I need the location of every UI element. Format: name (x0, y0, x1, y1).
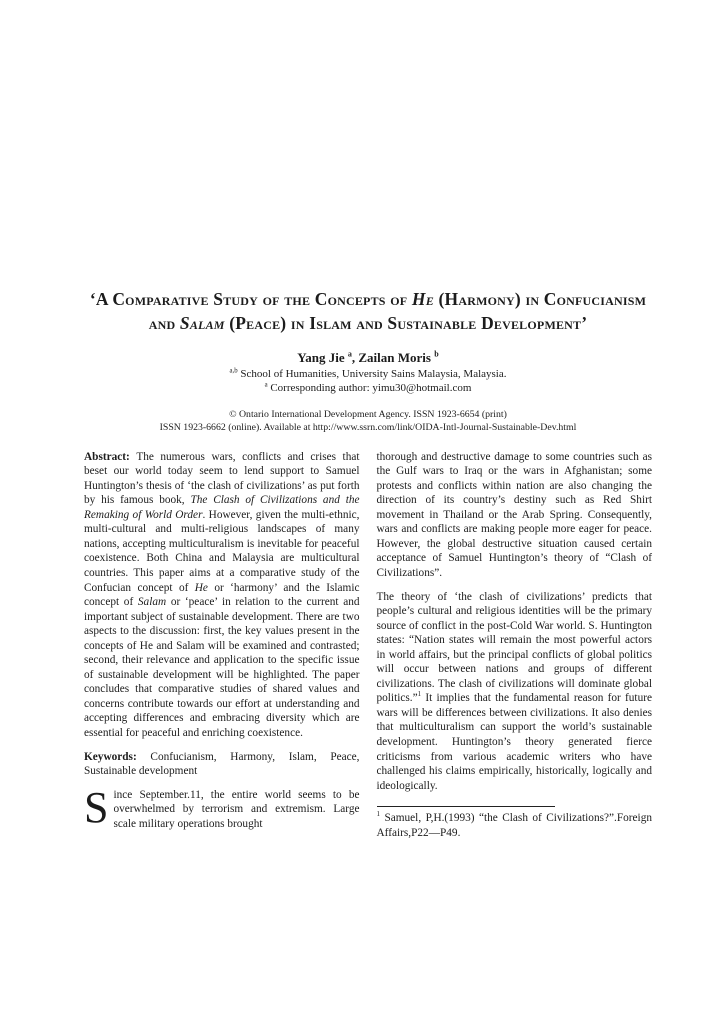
affiliation-line: $^{a,b}$ School of Humanities, University Sains Malaysia, Malaysia. (229, 367, 507, 380)
publisher-copyright-line: © Ontario International Development Agency. ISSN 1923-6654 (print) (229, 409, 507, 420)
footnote-separator (377, 806, 555, 807)
body-paragraph-1: thorough and destructive damage to some countries such as the Gulf wars to Iraq or the wars in Afghanistan; some protests and conflicts within nation are also changing the direction of its country’s destiny such as Red Shirt movement in Thailand or the Arab Spring. Consequently, wars and conflicts are making people more eager for peace. However, the global destructive situation caused certain acceptance of Samuel Huntington’s theory of “Clash of Civilizations”. (376, 450, 652, 579)
two-column-body (84, 450, 652, 841)
abstract-paragraph: Abstract: The numerous wars, conflicts and crises that beset our world today seem to lend support to Samuel Huntington’s thesis of ‘the clash of civilizations’ as put forth by his famous book, The Clash of Civilizations and the Remaking of World Order. However, given the multi-ethnic, multi-cultural and multi-religious landscapes of many nations, accepting multiculturalism is inevitable for peaceful coexistence. Both China and Malaysia are multicultural countries. This paper aims at a comparative study of the Confucian concept of He or ‘harmony’ and the Islamic concept of Salam or ‘peace’ in relation to the current and important subject of sustainable development. There are two aspects to the discussion: first, the key values present in the concepts of He and Salam will be examined and contrasted; second, their relevance and application to the specific issue of sustainable development will be highlighted. The paper concludes that comparative studies of shared values and concerns contribute towards our effort at understanding and accepting differences and embracing diversity which are essential for peaceful and enriching coexistence. (84, 450, 360, 739)
drop-cap-letter: S (84, 782, 109, 832)
publisher-issn-url-line: ISSN 1923-6662 (online). Available at http://www.ssrn.com/link/OIDA-Intl-Journal-Sustainable-Dev.html (159, 421, 577, 433)
footnote-1: $^1$ Samuel, P,H.(1993) “the Clash of Civilizations?”.Foreign Affairs,P22—P49. (376, 810, 652, 839)
authors-line: Yang Jie $^a$, Zailan Moris $^b$ (297, 349, 439, 365)
left-column (84, 450, 360, 841)
paper-title: ‘A Comparative Study of the Concepts of He (Harmony) in Confucianism and Salam (Peace) in Islam and Sustainable Development’ (89, 289, 647, 333)
keywords-paragraph: Keywords: Confucianism, Harmony, Islam, Peace, Sustainable development (84, 750, 360, 778)
intro-paragraph-text: ince September.11, the entire world seems to be overwhelmed by terrorism and extremism. Large scale military operations brought (113, 788, 360, 830)
publisher-block (84, 409, 652, 435)
body-paragraph-2: The theory of ‘the clash of civilizations’ predicts that people’s cultural and religious identities will be the primary source of conflict in the post-Cold War world. S. Huntington states: “Nation states will remain the most powerful actors in world affairs, but the principal conflicts of global politics will occur between nations and groups of different civilizations. The clash of civilizations will dominate global politics.”$^1$ It implies that the fundamental reason for future wars will be differences between civilizations. It also denies that multiculturalism can support the world’s sustainable development. Huntington’s theory generated fierce criticisms from various academic writers who have challenged his claims empirically, historically, logically and ideologically. (376, 590, 652, 792)
intro-paragraph (84, 782, 360, 832)
right-column (377, 450, 653, 841)
corresponding-author-line: $^a$ Corresponding author: yimu30@hotmail.com (264, 381, 472, 394)
